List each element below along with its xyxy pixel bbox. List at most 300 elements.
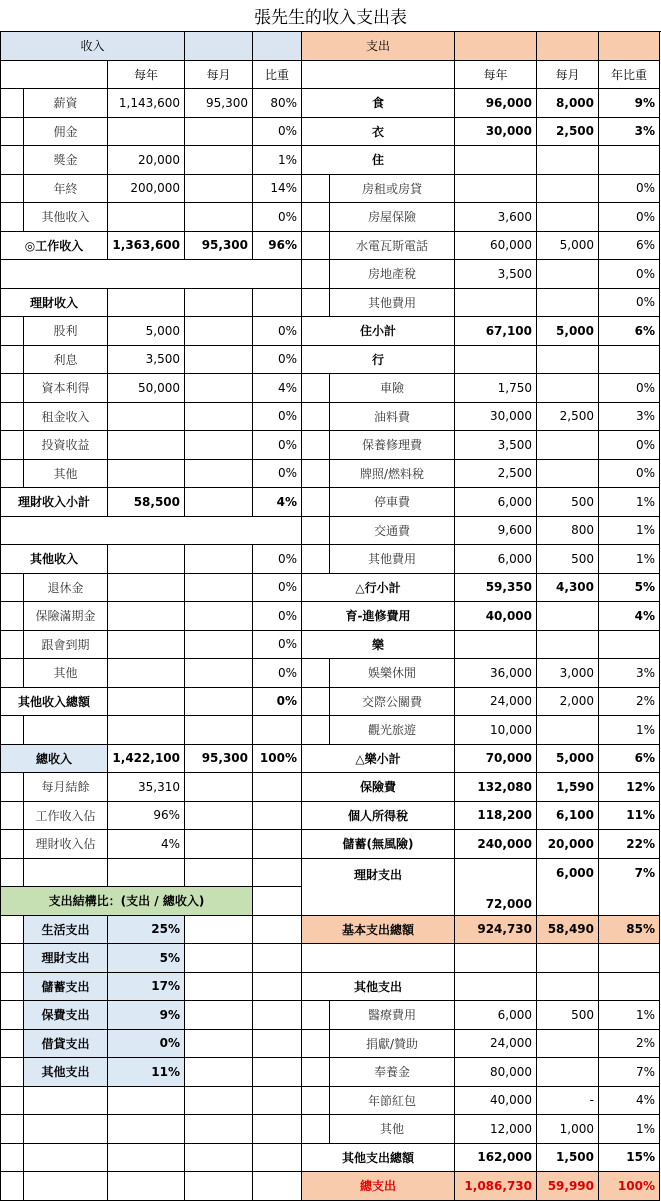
expense-ratio-value: 0% xyxy=(599,374,660,403)
cell xyxy=(108,1144,185,1173)
expense-item-label: 捐獻/贊助 xyxy=(330,1030,455,1059)
structure-label: 保費支出 xyxy=(24,1001,108,1030)
expense-item-label: 牌照/燃料稅 xyxy=(330,460,455,489)
invest-income-header: 理財收入 xyxy=(0,289,108,318)
cell xyxy=(108,1115,185,1144)
income-ratio-value: 80% xyxy=(253,89,302,118)
expense-month-value: 500 xyxy=(537,1001,599,1030)
indent-cell xyxy=(0,1001,24,1030)
expense-year-value: 60,000 xyxy=(455,232,537,261)
indent-cell xyxy=(302,203,330,232)
income-year-value: 58,500 xyxy=(108,488,185,517)
expense-item-label: 理財支出 xyxy=(302,859,455,916)
cell xyxy=(253,859,302,888)
expense-year-value: 132,080 xyxy=(455,773,537,802)
cell xyxy=(108,289,185,318)
expense-year-value: 80,000 xyxy=(455,1058,537,1087)
structure-label: 理財支出 xyxy=(24,944,108,973)
expense-ratio-value: 1% xyxy=(599,517,660,546)
cell xyxy=(108,716,185,745)
expense-year-value: 6,000 xyxy=(455,488,537,517)
spacer-row xyxy=(0,260,302,289)
cell xyxy=(24,716,108,745)
expense-item-label: 總支出 xyxy=(302,1172,455,1201)
income-ratio-value: 4% xyxy=(253,488,302,517)
expense-year-value: 30,000 xyxy=(455,118,537,147)
income-item-label: 獎金 xyxy=(24,146,108,175)
cell xyxy=(253,716,302,745)
income-item-label: 其他 xyxy=(24,460,108,489)
indent-cell xyxy=(0,773,24,802)
income-ratio-value: 0% xyxy=(253,460,302,489)
expense-month-value: 500 xyxy=(537,488,599,517)
income-item-label: 利息 xyxy=(24,346,108,375)
income-year-value xyxy=(108,203,185,232)
income-item-label: 股利 xyxy=(24,317,108,346)
income-ratio-value: 96% xyxy=(253,232,302,261)
cell xyxy=(253,802,302,831)
expense-ratio-value: 3% xyxy=(599,403,660,432)
indent-cell xyxy=(302,260,330,289)
expense-year-value: 10,000 xyxy=(455,716,537,745)
expense-ratio-header: 年比重 xyxy=(599,61,660,90)
income-month-value xyxy=(185,175,253,204)
cell xyxy=(24,859,108,888)
expense-month-value: 5,000 xyxy=(537,745,599,774)
expense-ratio-value: 0% xyxy=(599,460,660,489)
total-income-label: 總收入 xyxy=(0,745,108,774)
income-month-value xyxy=(185,118,253,147)
income-item-label: 年終 xyxy=(24,175,108,204)
income-item-label: 租金收入 xyxy=(24,403,108,432)
indent-cell xyxy=(0,374,24,403)
expense-year-value: 40,000 xyxy=(455,1087,537,1116)
income-item-label: 佣金 xyxy=(24,118,108,147)
expense-item-label: 醫療費用 xyxy=(330,1001,455,1030)
income-yearly-header: 每年 xyxy=(108,61,185,90)
income-ratio-value: 0% xyxy=(253,659,302,688)
expense-month-value xyxy=(537,203,599,232)
indent-cell xyxy=(302,460,330,489)
cell xyxy=(24,1144,108,1173)
expense-ratio-value: 1% xyxy=(599,1115,660,1144)
expense-month-value: 1,500 xyxy=(537,1144,599,1173)
expense-item-label: 育-進修費用 xyxy=(302,602,455,631)
indent-cell xyxy=(0,859,24,888)
income-item-label: 理財收入小計 xyxy=(0,488,108,517)
income-monthly-header: 每月 xyxy=(185,61,253,90)
cell xyxy=(185,916,253,945)
indent-cell xyxy=(0,716,24,745)
indent-cell xyxy=(0,973,24,1002)
expense-monthly-header: 每月 xyxy=(537,61,599,90)
income-ratio-value: 100% xyxy=(253,745,302,774)
income-ratio-value: 1% xyxy=(253,146,302,175)
header-cell xyxy=(302,61,455,90)
cell xyxy=(185,716,253,745)
income-month-value xyxy=(185,460,253,489)
indent-cell xyxy=(0,1030,24,1059)
indent-cell xyxy=(0,203,24,232)
cell xyxy=(455,944,537,973)
cell xyxy=(185,1058,253,1087)
expense-month-value xyxy=(537,374,599,403)
income-year-value: 5,000 xyxy=(108,317,185,346)
header-cell xyxy=(599,32,660,61)
indent-cell xyxy=(0,574,24,603)
income-month-value xyxy=(185,574,253,603)
expense-month-value: - xyxy=(537,1087,599,1116)
income-month-value xyxy=(185,317,253,346)
header-cell xyxy=(0,61,108,90)
expense-ratio-value: 4% xyxy=(599,602,660,631)
cell xyxy=(253,887,302,916)
expense-year-value xyxy=(455,289,537,318)
expense-ratio-value: 0% xyxy=(599,175,660,204)
income-month-value xyxy=(185,631,253,660)
expense-year-value: 30,000 xyxy=(455,403,537,432)
expense-year-value xyxy=(455,631,537,660)
cell xyxy=(253,916,302,945)
expense-item-label: 油料費 xyxy=(330,403,455,432)
cell xyxy=(253,1115,302,1144)
indent-cell xyxy=(302,659,330,688)
income-month-value xyxy=(185,146,253,175)
expense-item-label: 房屋保險 xyxy=(330,203,455,232)
expense-year-value: 1,086,730 xyxy=(455,1172,537,1201)
expense-structure-header: 支出結構比：(支出 / 總收入) xyxy=(0,887,253,916)
income-year-value: 3,500 xyxy=(108,346,185,375)
income-year-value xyxy=(108,403,185,432)
cell xyxy=(185,944,253,973)
spacer-row xyxy=(0,517,302,546)
cell xyxy=(302,944,455,973)
expense-year-value xyxy=(455,175,537,204)
income-ratio-value: 0% xyxy=(253,602,302,631)
indent-cell xyxy=(302,374,330,403)
income-ratio-value: 0% xyxy=(253,631,302,660)
cell xyxy=(185,1001,253,1030)
summary-label: 理財收入佔 xyxy=(24,830,108,859)
expense-year-value: 6,000 xyxy=(455,545,537,574)
cell xyxy=(253,289,302,318)
expense-ratio-value: 5% xyxy=(599,574,660,603)
cell xyxy=(185,1030,253,1059)
income-year-value: 1,422,100 xyxy=(108,745,185,774)
expense-item-label: 房租或房貸 xyxy=(330,175,455,204)
indent-cell xyxy=(0,944,24,973)
expense-ratio-value xyxy=(599,146,660,175)
indent-cell xyxy=(302,403,330,432)
indent-cell xyxy=(0,317,24,346)
other-expense-header: 其他支出 xyxy=(302,973,455,1002)
expense-month-value: 8,000 xyxy=(537,89,599,118)
income-year-value xyxy=(108,574,185,603)
income-month-value xyxy=(185,602,253,631)
income-ratio-value: 0% xyxy=(253,118,302,147)
cell xyxy=(185,773,253,802)
expense-year-value: 70,000 xyxy=(455,745,537,774)
expense-item-label: 其他費用 xyxy=(330,545,455,574)
expense-ratio-value: 6% xyxy=(599,232,660,261)
indent-cell xyxy=(0,916,24,945)
expense-year-value: 3,600 xyxy=(455,203,537,232)
expense-year-value: 9,600 xyxy=(455,517,537,546)
structure-value: 25% xyxy=(108,916,185,945)
header-cell xyxy=(253,32,302,61)
expense-ratio-value xyxy=(599,631,660,660)
expense-month-value: 59,990 xyxy=(537,1172,599,1201)
income-ratio-value: 0% xyxy=(253,431,302,460)
cell xyxy=(24,1087,108,1116)
cell xyxy=(253,773,302,802)
expense-ratio-value: 1% xyxy=(599,716,660,745)
header-cell xyxy=(537,32,599,61)
structure-value: 11% xyxy=(108,1058,185,1087)
expense-month-value: 3,000 xyxy=(537,659,599,688)
income-item-label: 薪資 xyxy=(24,89,108,118)
structure-value: 5% xyxy=(108,944,185,973)
income-year-value: 1,363,600 xyxy=(108,232,185,261)
income-year-value: 1,143,600 xyxy=(108,89,185,118)
expense-ratio-value: 3% xyxy=(599,118,660,147)
indent-cell xyxy=(0,89,24,118)
income-year-value xyxy=(108,688,185,717)
income-month-value xyxy=(185,374,253,403)
expense-item-label: 食 xyxy=(302,89,455,118)
cell xyxy=(253,1172,302,1201)
expense-year-value: 3,500 xyxy=(455,260,537,289)
income-year-value xyxy=(108,431,185,460)
expense-month-value: 6,100 xyxy=(537,802,599,831)
expense-month-value xyxy=(537,260,599,289)
structure-label: 儲蓄支出 xyxy=(24,973,108,1002)
indent-cell xyxy=(0,346,24,375)
expense-item-label: △行小計 xyxy=(302,574,455,603)
expense-ratio-value: 2% xyxy=(599,1030,660,1059)
expense-ratio-value: 1% xyxy=(599,545,660,574)
expense-month-value xyxy=(537,289,599,318)
expense-item-label: △樂小計 xyxy=(302,745,455,774)
indent-cell xyxy=(0,659,24,688)
indent-cell xyxy=(302,545,330,574)
expense-item-label: 交際公關費 xyxy=(330,688,455,717)
cell xyxy=(108,1087,185,1116)
expense-month-value xyxy=(537,460,599,489)
expense-month-value: 2,500 xyxy=(537,118,599,147)
summary-label: 每月結餘 xyxy=(24,773,108,802)
expense-month-value: 5,000 xyxy=(537,317,599,346)
expense-year-value xyxy=(455,146,537,175)
income-ratio-value: 0% xyxy=(253,403,302,432)
expense-item-label: 衣 xyxy=(302,118,455,147)
expense-month-value xyxy=(537,175,599,204)
expense-year-value: 96,000 xyxy=(455,89,537,118)
expense-month-value: 500 xyxy=(537,545,599,574)
expense-item-label: 儲蓄(無風險) xyxy=(302,830,455,859)
cell xyxy=(108,1172,185,1201)
expense-year-value: 1,750 xyxy=(455,374,537,403)
income-ratio-value: 14% xyxy=(253,175,302,204)
indent-cell xyxy=(0,631,24,660)
income-month-value xyxy=(185,431,253,460)
other-income-header: 其他收入 xyxy=(0,545,108,574)
income-item-label: 退休金 xyxy=(24,574,108,603)
cell xyxy=(185,545,253,574)
expense-month-value xyxy=(537,431,599,460)
expense-month-value xyxy=(537,1030,599,1059)
expense-ratio-value: 11% xyxy=(599,802,660,831)
expense-item-label: 保養修理費 xyxy=(330,431,455,460)
indent-cell xyxy=(302,688,330,717)
income-year-value xyxy=(108,602,185,631)
income-item-label: ◎工作收入 xyxy=(0,232,108,261)
cell xyxy=(253,1001,302,1030)
expense-month-value xyxy=(537,346,599,375)
expense-month-value xyxy=(537,602,599,631)
indent-cell xyxy=(0,146,24,175)
cell xyxy=(185,973,253,1002)
income-ratio-value: 0% xyxy=(253,574,302,603)
cell xyxy=(253,1087,302,1116)
header-cell xyxy=(185,32,253,61)
cell xyxy=(537,944,599,973)
expense-ratio-value: 6% xyxy=(599,745,660,774)
income-month-value xyxy=(185,346,253,375)
expense-ratio-value: 85% xyxy=(599,916,660,945)
expense-ratio-value xyxy=(599,346,660,375)
expense-item-label: 奉養金 xyxy=(330,1058,455,1087)
expense-month-value: 2,000 xyxy=(537,688,599,717)
expense-header: 支出 xyxy=(302,32,455,61)
cell xyxy=(185,1172,253,1201)
income-ratio-value: 0% xyxy=(253,346,302,375)
expense-item-label: 其他支出總額 xyxy=(302,1144,455,1173)
income-item-label: 其他收入 xyxy=(24,203,108,232)
expense-item-label: 保險費 xyxy=(302,773,455,802)
income-item-label: 其他 xyxy=(24,659,108,688)
indent-cell xyxy=(302,517,330,546)
expense-item-label: 車險 xyxy=(330,374,455,403)
structure-label: 其他支出 xyxy=(24,1058,108,1087)
expense-ratio-value: 0% xyxy=(599,289,660,318)
income-month-value: 95,300 xyxy=(185,745,253,774)
income-item-label: 投資收益 xyxy=(24,431,108,460)
income-year-value: 200,000 xyxy=(108,175,185,204)
expense-year-value: 67,100 xyxy=(455,317,537,346)
cell xyxy=(253,1058,302,1087)
expense-item-label: 其他費用 xyxy=(330,289,455,318)
income-month-value xyxy=(185,203,253,232)
income-month-value xyxy=(185,403,253,432)
expense-item-label: 交通費 xyxy=(330,517,455,546)
income-month-value xyxy=(185,488,253,517)
indent-cell xyxy=(0,1115,24,1144)
expense-year-value: 24,000 xyxy=(455,688,537,717)
income-year-value xyxy=(108,460,185,489)
expense-ratio-value: 6% xyxy=(599,317,660,346)
structure-value: 9% xyxy=(108,1001,185,1030)
indent-cell xyxy=(0,1087,24,1116)
income-ratio-value: 4% xyxy=(253,374,302,403)
expense-month-value: 1,590 xyxy=(537,773,599,802)
cell xyxy=(537,973,599,1002)
expense-year-value: 118,200 xyxy=(455,802,537,831)
indent-cell xyxy=(302,232,330,261)
indent-cell xyxy=(0,602,24,631)
expense-month-value xyxy=(537,146,599,175)
indent-cell xyxy=(302,488,330,517)
indent-cell xyxy=(302,716,330,745)
expense-ratio-value: 2% xyxy=(599,688,660,717)
income-ratio-header: 比重 xyxy=(253,61,302,90)
cell xyxy=(185,859,253,888)
expense-year-value: 24,000 xyxy=(455,1030,537,1059)
summary-value: 35,310 xyxy=(108,773,185,802)
income-ratio-value: 0% xyxy=(253,203,302,232)
expense-year-value: 2,500 xyxy=(455,460,537,489)
indent-cell xyxy=(302,289,330,318)
expense-year-value: 3,500 xyxy=(455,431,537,460)
cell xyxy=(185,1115,253,1144)
income-month-value: 95,300 xyxy=(185,232,253,261)
indent-cell xyxy=(302,1001,330,1030)
indent-cell xyxy=(0,1058,24,1087)
indent-cell xyxy=(0,175,24,204)
expense-year-value: 59,350 xyxy=(455,574,537,603)
income-year-value xyxy=(108,659,185,688)
income-month-value xyxy=(185,659,253,688)
expense-item-label: 房地產稅 xyxy=(330,260,455,289)
expense-month-value: 5,000 xyxy=(537,232,599,261)
expense-item-label: 住小計 xyxy=(302,317,455,346)
cell xyxy=(455,973,537,1002)
expense-ratio-value: 4% xyxy=(599,1087,660,1116)
cell xyxy=(253,830,302,859)
summary-label: 工作收入佔 xyxy=(24,802,108,831)
cell xyxy=(185,802,253,831)
cell xyxy=(599,973,660,1002)
cell xyxy=(185,1144,253,1173)
expense-year-value: 924,730 xyxy=(455,916,537,945)
expense-month-value: 4,300 xyxy=(537,574,599,603)
expense-month-value xyxy=(537,631,599,660)
expense-year-value xyxy=(455,346,537,375)
indent-cell xyxy=(0,403,24,432)
cell xyxy=(108,859,185,888)
cell xyxy=(599,944,660,973)
expense-item-label: 觀光旅遊 xyxy=(330,716,455,745)
expense-ratio-value: 1% xyxy=(599,1001,660,1030)
expense-item-label: 住 xyxy=(302,146,455,175)
expense-item-label: 行 xyxy=(302,346,455,375)
expense-month-value: 800 xyxy=(537,517,599,546)
expense-ratio-value: 7% xyxy=(599,1058,660,1087)
income-item-label: 跟會到期 xyxy=(24,631,108,660)
indent-cell xyxy=(0,802,24,831)
cell xyxy=(253,1030,302,1059)
income-ratio-value: 0% xyxy=(253,317,302,346)
expense-ratio-value: 100% xyxy=(599,1172,660,1201)
expense-ratio-value: 7% xyxy=(599,859,660,916)
cell xyxy=(108,545,185,574)
income-year-value xyxy=(108,631,185,660)
income-ratio-value: 0% xyxy=(253,688,302,717)
expense-item-label: 樂 xyxy=(302,631,455,660)
expense-ratio-value: 9% xyxy=(599,89,660,118)
indent-cell xyxy=(0,431,24,460)
expense-ratio-value: 12% xyxy=(599,773,660,802)
